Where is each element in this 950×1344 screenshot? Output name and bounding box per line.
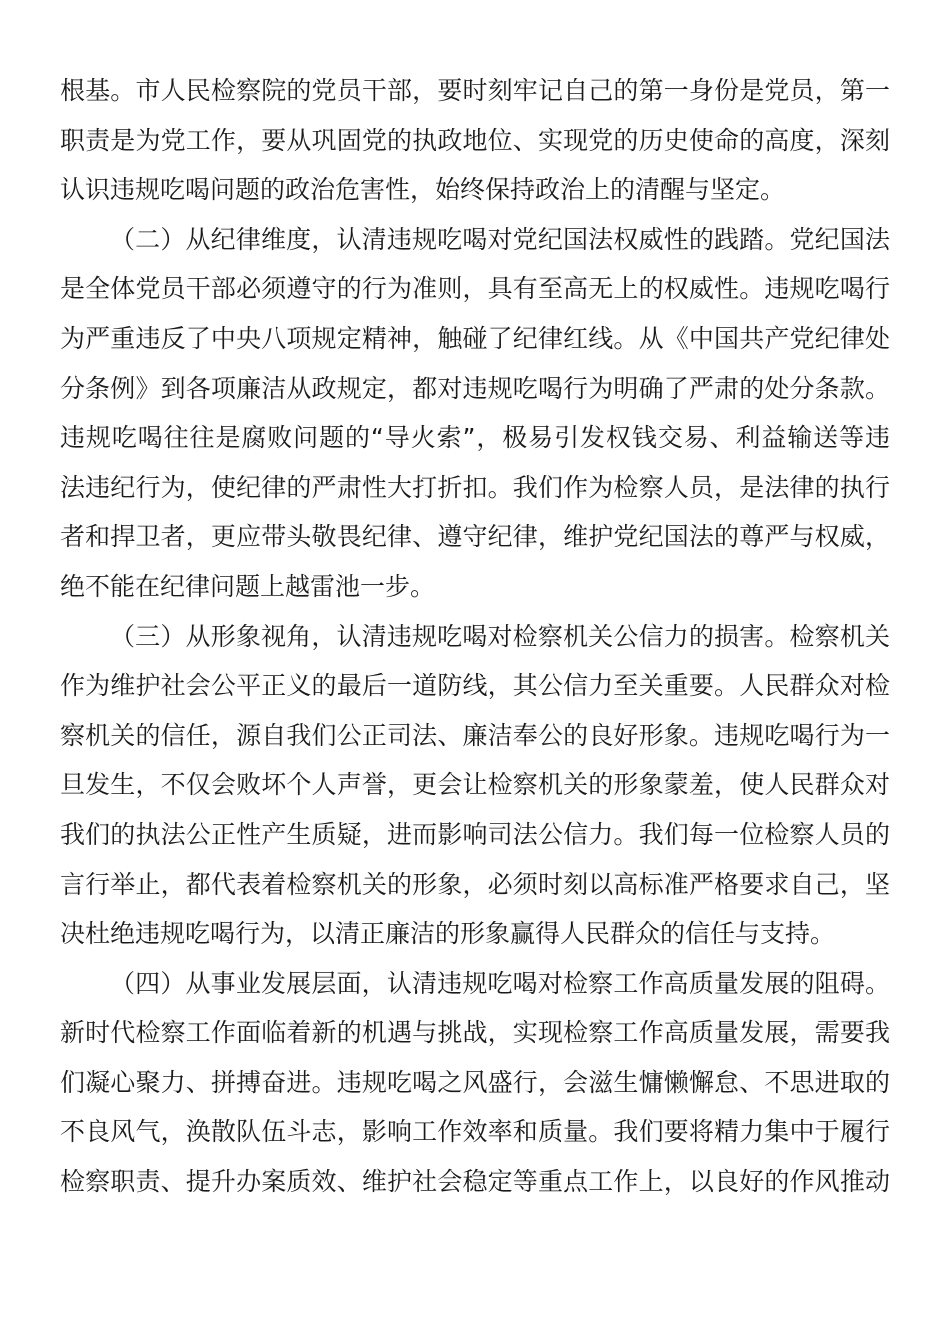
text-line: 职责是为党工作，要从巩固党的执政地位、实现党的历史使命的高度，深刻: [60, 125, 890, 155]
text-line: 绝不能在纪律问题上越雷池一步。: [60, 571, 436, 601]
text-line: 察机关的信任，源自我们公正司法、廉洁奉公的良好形象。违规吃喝行为一: [60, 720, 890, 750]
paragraph-discipline: [60, 215, 890, 612]
text-line: 为严重违反了中央八项规定精神，触碰了纪律红线。从《中国共产党纪律处: [60, 323, 890, 353]
text-line: 不良风气，涣散队伍斗志，影响工作效率和质量。我们要将精力集中于履行: [60, 1117, 890, 1147]
text-line: （四）从事业发展层面，认清违规吃喝对检察工作高质量发展的阻碍。: [110, 968, 890, 998]
text-line: 检察职责、提升办案质效、维护社会稳定等重点工作上，以良好的作风推动: [60, 1167, 890, 1197]
text-line: 认识违规吃喝问题的政治危害性，始终保持政治上的清醒与坚定。: [60, 175, 786, 205]
text-line: 言行举止，都代表着检察机关的形象，必须时刻以高标准严格要求自己，坚: [60, 869, 890, 899]
paragraph-continuation: [60, 66, 890, 215]
text-line: （二）从纪律维度，认清违规吃喝对党纪国法权威性的践踏。党纪国法: [110, 224, 890, 254]
paragraph-development: [60, 959, 890, 1207]
text-line: （三）从形象视角，认清违规吃喝对检察机关公信力的损害。检察机关: [110, 621, 890, 651]
text-line: 违规吃喝往往是腐败问题的“导火索”，极易引发权钱交易、利益输送等违: [60, 423, 890, 453]
text-line: 作为维护社会公平正义的最后一道防线，其公信力至关重要。人民群众对检: [60, 671, 890, 701]
text-line: 分条例》到各项廉洁从政规定，都对违规吃喝行为明确了严肃的处分条款。: [60, 373, 890, 403]
paragraph-image: [60, 612, 890, 959]
document-body: [60, 66, 890, 1207]
text-line: 者和捍卫者，更应带头敬畏纪律、遵守纪律，维护党纪国法的尊严与权威，: [60, 522, 890, 552]
text-line: 们凝心聚力、拼搏奋进。违规吃喝之风盛行，会滋生慵懒懈怠、不思进取的: [60, 1067, 890, 1097]
text-line: 根基。市人民检察院的党员干部，要时刻牢记自己的第一身份是党员，第一: [60, 76, 890, 105]
text-line: 决杜绝违规吃喝行为，以清正廉洁的形象赢得人民群众的信任与支持。: [60, 919, 836, 949]
text-line: 旦发生，不仅会败坏个人声誉，更会让检察机关的形象蒙羞，使人民群众对: [60, 770, 890, 800]
text-line: 是全体党员干部必须遵守的行为准则，具有至高无上的权威性。违规吃喝行: [60, 274, 890, 304]
text-line: 法违纪行为，使纪律的严肃性大打折扣。我们作为检察人员，是法律的执行: [60, 472, 890, 502]
text-line: 新时代检察工作面临着新的机遇与挑战，实现检察工作高质量发展，需要我: [60, 1018, 890, 1048]
text-line: 我们的执法公正性产生质疑，进而影响司法公信力。我们每一位检察人员的: [60, 819, 890, 849]
